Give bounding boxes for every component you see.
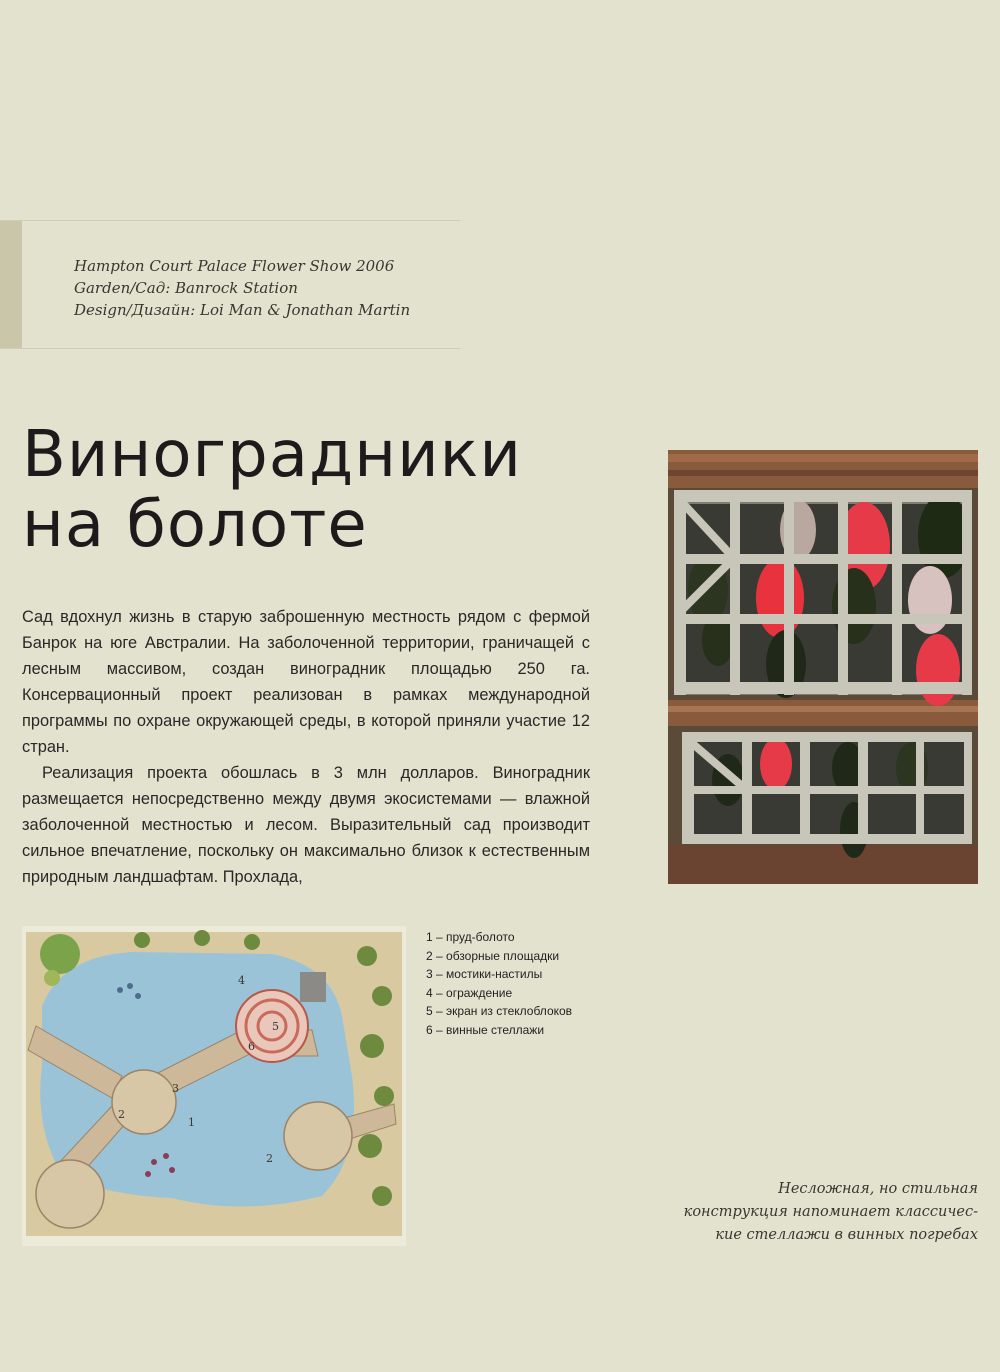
body-paragraph-2: Реализация проекта обошлась в 3 млн долларов. Виноградник размещается непосредственно между двумя экосистемами — влажной заболоченной местностью и лесом. Выразительный сад производит сильное впечатление, поскольку он максимально близок к естественным природным ландшафтам. Прохлада,	[22, 764, 590, 886]
plan-legend	[426, 928, 572, 1039]
credits-box	[0, 220, 460, 349]
photo-caption	[658, 1178, 978, 1247]
garden-plan-drawing	[22, 926, 406, 1246]
legend-item-5: 5 – экран из стеклоблоков	[426, 1004, 573, 1018]
legend-item-3: 3 – мостики-настилы	[426, 967, 543, 981]
wine-rack-photo	[668, 450, 978, 884]
plan-marker-3: 3	[172, 1082, 179, 1095]
plan-marker-4: 4	[238, 974, 245, 987]
body-paragraph-1: Сад вдохнул жизнь в старую заброшенную местность рядом с фермой Банрок на юге Австралии. На заболоченной территории, граничащей с лесным массивом, создан виноградник площадью 250 га. Консервационный проект реализован в рамках международной программы по охране окружающей среды, в которой приняли участие 12 стран.	[22, 608, 590, 756]
plan-marker-5: 5	[272, 1020, 279, 1033]
title-line-1: Виноградники	[22, 418, 522, 492]
legend-item-6: 6 – винные стеллажи	[426, 1022, 545, 1037]
plan-marker-1: 1	[188, 1116, 195, 1129]
legend-item-2: 2 – обзорные площадки	[426, 948, 560, 963]
legend-item-4: 4 – ограждение	[426, 985, 513, 1000]
caption-line-2: конструкция напоминает классичес-	[683, 1204, 978, 1220]
article-title	[22, 420, 522, 560]
credits-show: Hampton Court Palace Flower Show 2006	[74, 257, 395, 275]
credits-garden: Garden/Сад: Banrock Station	[74, 279, 298, 297]
credits-design: Design/Дизайн: Loi Man & Jonathan Martin	[74, 301, 411, 319]
title-line-2: на болоте	[22, 488, 368, 562]
plan-marker-6: 6	[248, 1040, 255, 1053]
plan-marker-2a: 2	[118, 1108, 125, 1121]
wine-rack-illustration	[668, 450, 978, 884]
plan-marker-2b: 2	[266, 1152, 273, 1165]
caption-line-3: кие стеллажи в винных погребах	[715, 1227, 978, 1243]
caption-line-1: Несложная, но стильная	[778, 1181, 978, 1197]
credits-accent-bar	[0, 221, 22, 348]
garden-plan	[22, 926, 406, 1246]
credits-text	[74, 255, 410, 321]
legend-item-1: 1 – пруд-болото	[426, 930, 515, 944]
article-body	[22, 604, 590, 890]
